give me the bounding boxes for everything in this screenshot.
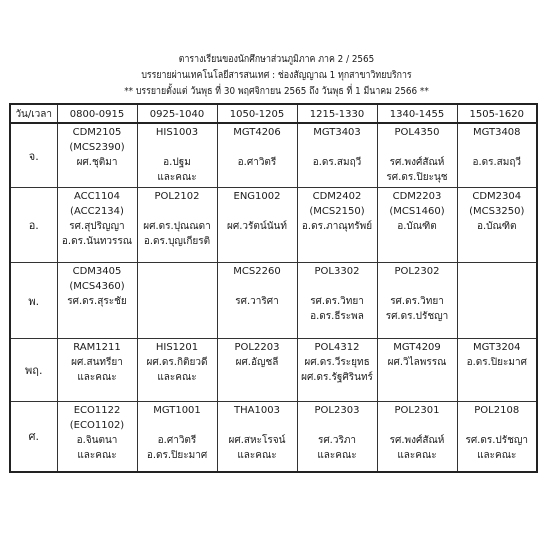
course-code: MGT4206 xyxy=(233,127,281,138)
day-label: จ. xyxy=(10,123,57,188)
course-detail: รศ.สุปริญญา xyxy=(69,221,125,233)
course-detail: รศ.พงศ์สัณห์ xyxy=(389,434,445,446)
course-detail: อ.บัณฑิต xyxy=(397,221,437,233)
course-code: CDM2304 xyxy=(472,191,522,203)
course-code: HIS1201 xyxy=(155,342,199,354)
course-detail xyxy=(220,279,295,294)
course-code: MGT4209 xyxy=(393,342,441,354)
course-cell xyxy=(377,123,457,188)
course-code: CDM2105 xyxy=(72,127,122,138)
course-detail: รศ.ดร.ปิยะนุช xyxy=(386,172,448,183)
course-detail: และคณะ xyxy=(397,449,437,461)
course-cell xyxy=(137,262,217,339)
course-detail: อ.บัณฑิต xyxy=(476,221,517,233)
schedule-date-range: ** บรรยายตั้งแต่ วันพุธ ที่ 30 พฤศจิกายน 2565 ถึง วันพุธ ที่ 1 มีนาคม 2566 ** xyxy=(124,86,429,97)
course-detail: ผศ.ดร.รัฐศิรินทร์ xyxy=(301,372,373,384)
course-detail xyxy=(300,418,375,433)
course-detail: ผศ.ชุติมา xyxy=(76,157,118,168)
day-label: อ. xyxy=(10,188,57,263)
course-detail xyxy=(300,279,375,294)
schedule-table xyxy=(9,103,538,473)
course-detail xyxy=(460,418,535,433)
header-row xyxy=(10,104,537,123)
course-detail: อ.ดร.นันทวรรณ xyxy=(61,236,133,248)
course-detail: และคณะ xyxy=(157,172,197,183)
course-detail: (MCS4360) xyxy=(69,280,125,292)
course-detail xyxy=(220,204,295,219)
corner-header: วัน/เวลา xyxy=(10,104,57,123)
slot-header: 0800-0915 xyxy=(57,104,137,123)
course-detail: รศ.ดร.ปรัชญา xyxy=(465,434,529,446)
course-detail: และคณะ xyxy=(77,449,117,461)
course-code: MGT3408 xyxy=(472,127,521,138)
course-detail: รศ.ดร.สุระชัย xyxy=(67,295,127,307)
slot-header: 1050-1205 xyxy=(217,104,297,123)
schedule-header xyxy=(0,52,553,100)
course-detail: ผศ.สนทรียา xyxy=(71,357,123,369)
course-detail: และคณะ xyxy=(317,449,357,461)
course-cell xyxy=(137,401,217,472)
course-detail xyxy=(380,140,455,155)
course-cell xyxy=(377,262,457,339)
course-cell xyxy=(57,123,137,188)
course-detail: และคณะ xyxy=(477,449,517,461)
course-detail: และคณะ xyxy=(77,372,117,384)
course-code: MGT3204 xyxy=(472,342,521,354)
course-cell xyxy=(457,123,537,188)
course-detail xyxy=(140,204,215,219)
course-cell xyxy=(457,262,537,339)
course-detail: อ.ดร.สมฤวี xyxy=(312,157,362,168)
schedule-title: ตารางเรียนของนักศึกษาส่วนภูมิภาค ภาค 2 / 2565 xyxy=(178,54,375,65)
day-label: พฤ. xyxy=(10,339,57,401)
course-cell xyxy=(377,339,457,401)
course-cell xyxy=(217,123,297,188)
day-label: ศ. xyxy=(10,401,57,472)
course-detail: (MCS2390) xyxy=(69,142,125,153)
course-code: POL4312 xyxy=(314,342,360,354)
day-row xyxy=(10,123,537,188)
course-detail: (ACC2134) xyxy=(70,206,124,218)
course-code: THA1003 xyxy=(234,404,280,416)
course-detail xyxy=(140,418,215,433)
course-detail xyxy=(460,140,535,155)
course-detail: (MCS2150) xyxy=(309,206,365,218)
course-code: CDM3405 xyxy=(72,265,122,277)
course-code: HIS1003 xyxy=(155,127,199,138)
course-detail: อ.ศาวิตรี xyxy=(157,434,197,446)
course-code: POL3302 xyxy=(314,265,360,277)
course-code: ENG1002 xyxy=(233,191,281,203)
course-detail: อ.ดร.ปิยะมาศ xyxy=(466,357,527,369)
slot-header: 1340-1455 xyxy=(377,104,457,123)
course-code: POL2301 xyxy=(394,404,440,416)
course-cell xyxy=(457,401,537,472)
course-detail: อ.จินตนา xyxy=(76,434,118,446)
day-label: พ. xyxy=(10,262,57,339)
course-cell xyxy=(217,188,297,263)
course-code: RAM1211 xyxy=(73,342,121,354)
page-margin xyxy=(0,480,553,548)
course-cell xyxy=(57,188,137,263)
course-detail: ผศ.ดร.ปุณณดา xyxy=(143,221,211,233)
course-detail: ผศ.สหะโรจน์ xyxy=(228,434,286,446)
course-cell xyxy=(57,339,137,401)
course-detail: ผศ.ดร.วีระยุทธ xyxy=(304,357,370,369)
course-detail: รศ.ดร.ปรัชญา xyxy=(385,310,449,322)
course-detail: รศ.วาริศา xyxy=(235,295,279,307)
course-detail: อ.ศาวิตรี xyxy=(237,157,277,168)
course-detail: อ.ดร.ปิยะมาศ xyxy=(146,449,208,461)
course-detail xyxy=(300,140,375,155)
slot-header: 0925-1040 xyxy=(137,104,217,123)
course-detail: อ.ดร.ธีระพล xyxy=(310,310,364,322)
course-detail: ผศ.ดร.กิติยวดี xyxy=(146,357,208,369)
course-cell xyxy=(297,262,377,339)
course-detail xyxy=(380,418,455,433)
course-detail: ผศ.อัญชลี xyxy=(235,357,279,369)
day-row xyxy=(10,188,537,263)
course-detail: และคณะ xyxy=(237,449,277,461)
course-detail: (MCS1460) xyxy=(389,206,445,218)
course-detail xyxy=(220,140,295,155)
course-cell xyxy=(217,262,297,339)
course-code: MCS2260 xyxy=(233,265,281,277)
course-code: POL2203 xyxy=(234,342,280,354)
course-detail: รศ.พงศ์สัณห์ xyxy=(389,157,445,168)
course-cell xyxy=(217,401,297,472)
course-detail: ผศ.วรัตน์นันท์ xyxy=(227,221,287,233)
day-row xyxy=(10,401,537,472)
course-cell xyxy=(377,188,457,263)
course-code: CDM2203 xyxy=(392,191,442,203)
course-cell xyxy=(137,188,217,263)
course-cell xyxy=(137,123,217,188)
course-cell xyxy=(297,188,377,263)
course-detail: อ.ดร.บุญเกียรติ xyxy=(143,236,211,248)
course-detail: และคณะ xyxy=(157,372,197,384)
course-code: MGT1001 xyxy=(153,404,201,416)
course-cell xyxy=(57,401,137,472)
course-detail: รศ.ดร.วิทยา xyxy=(390,295,444,307)
course-cell xyxy=(377,401,457,472)
course-code: CDM2402 xyxy=(312,191,362,203)
course-code: POL2108 xyxy=(474,404,520,416)
course-cell xyxy=(297,123,377,188)
course-code: ACC1104 xyxy=(73,191,121,203)
course-detail xyxy=(140,140,215,155)
course-cell xyxy=(457,188,537,263)
course-cell xyxy=(217,339,297,401)
course-cell xyxy=(137,339,217,401)
course-detail: อ.ดร.สมฤวี xyxy=(472,157,522,168)
course-cell xyxy=(297,401,377,472)
course-detail: รศ.ดร.วิทยา xyxy=(310,295,364,307)
course-code: ECO1122 xyxy=(73,404,121,416)
course-detail: อ.ปฐม xyxy=(163,157,191,168)
schedule-subtitle: บรรยายผ่านเทคโนโลยีสารสนเทศ : ช่องสัญญาณ 1 ทุกสาขาวิทยบริการ xyxy=(141,70,412,81)
day-row xyxy=(10,262,537,339)
course-detail: รศ.วริภา xyxy=(317,434,357,446)
course-cell xyxy=(457,339,537,401)
course-detail: (ECO1102) xyxy=(69,419,125,431)
course-code: POL2303 xyxy=(314,404,360,416)
course-code: POL2102 xyxy=(154,191,200,203)
course-detail: อ.ดร.ภาณุทรัพย์ xyxy=(301,221,373,233)
slot-header: 1505-1620 xyxy=(457,104,537,123)
slot-header: 1215-1330 xyxy=(297,104,377,123)
course-detail: ผศ.วิไลพรรณ xyxy=(387,357,447,369)
course-detail xyxy=(380,279,455,294)
course-detail: (MCS3250) xyxy=(469,206,525,218)
course-detail xyxy=(220,418,295,433)
course-code: MGT3403 xyxy=(313,127,361,138)
course-cell xyxy=(297,339,377,401)
course-code: POL4350 xyxy=(394,127,440,138)
course-cell xyxy=(57,262,137,339)
course-code: POL2302 xyxy=(394,265,440,277)
day-row xyxy=(10,339,537,401)
